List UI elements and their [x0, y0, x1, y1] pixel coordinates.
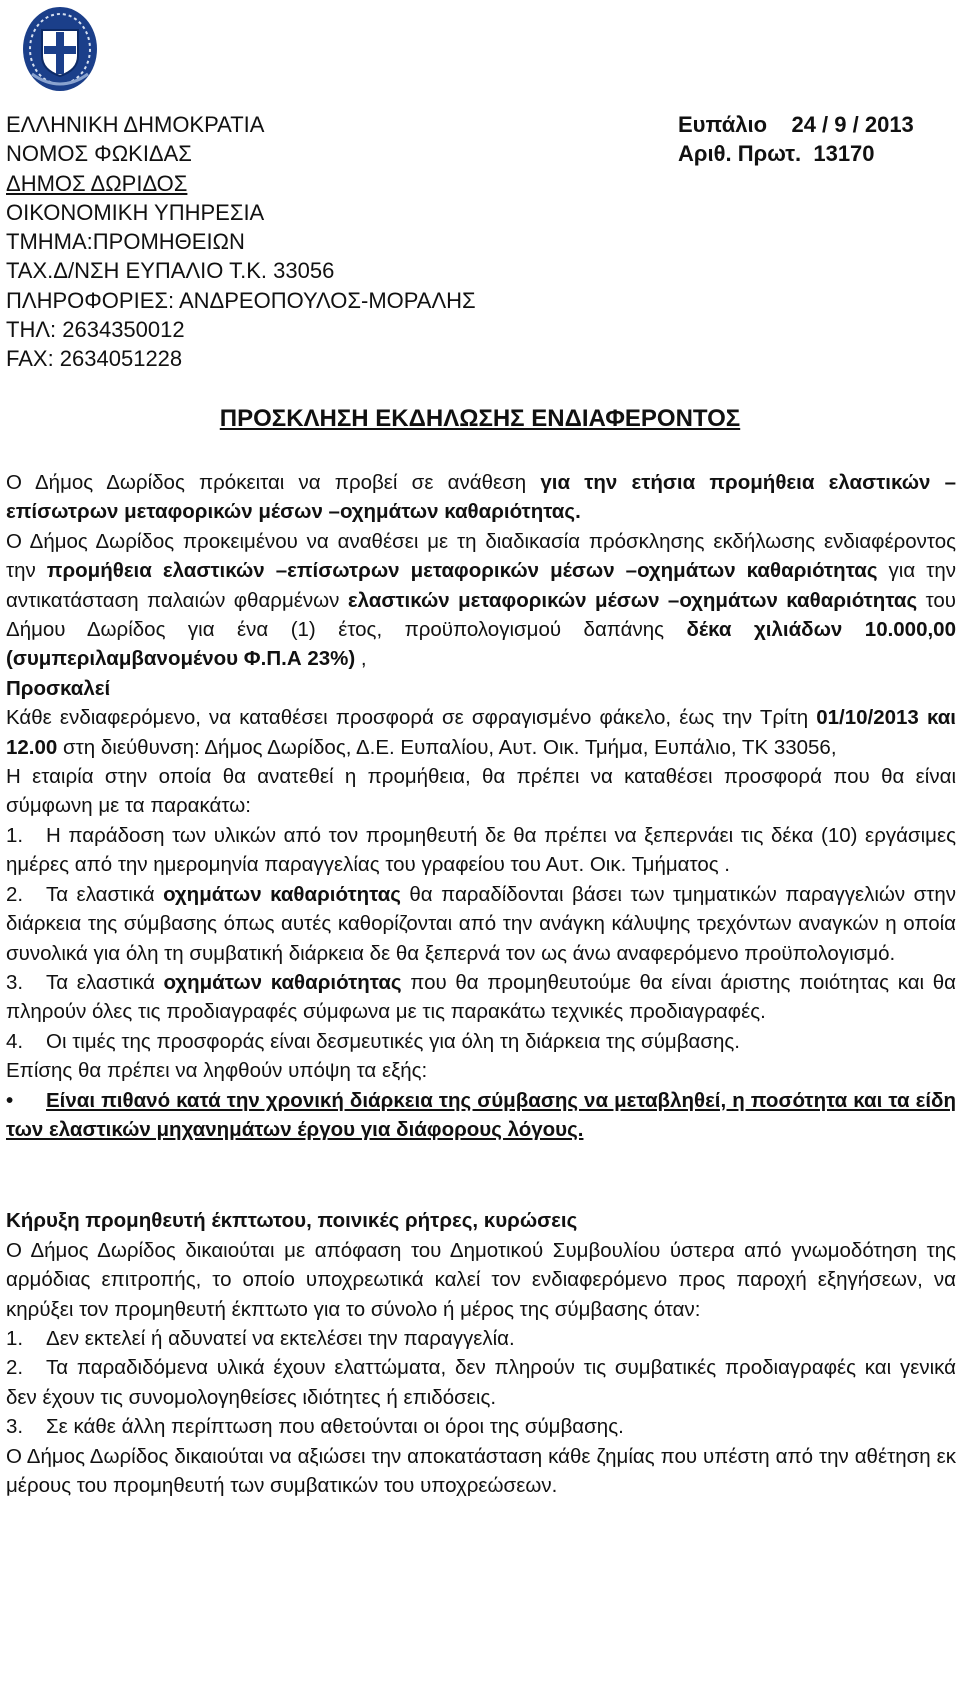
- bullet-icon: •: [6, 1088, 14, 1112]
- term-item: 2. Τα ελαστικά οχημάτων καθαριότητας θα παραδίδονται βάσει των τμηματικών παραγγελιών στην διάρκεια της σύμβασης όπως αυτές καθορίζονται από την ανάγκη κάλυψης τρεχόντων αναγκών η οποία συνολικά για όλη τη συμβατική διάρκεια δε θα ξεπερνά τον ως άνω αναφερόμενο προϋπολογισμό.: [6, 882, 956, 965]
- header-line-8: ΤΗΛ: 2634350012: [6, 317, 185, 343]
- bullet-item: • Είναι πιθανό κατά την χρονική διάρκεια της σύμβασης να μεταβληθεί, η ποσότητα και τα είδη των ελαστικών μηχανημάτων έργου για διάφορους λόγους.: [6, 1086, 956, 1145]
- header-line-3: ΔΗΜΟΣ ΔΩΡΙΔΟΣ: [6, 170, 188, 196]
- document-title: ΠΡΟΣΚΛΗΣΗ ΕΚΔΗΛΩΣΗΣ ΕΝΔΙΑΦΕΡΟΝΤΟΣ: [219, 405, 741, 432]
- sender-info-block: [6, 110, 476, 374]
- term-item: 1. Η παράδοση των υλικών από τον προμηθευτή δε θα πρέπει να ξεπερνάει τις δέκα (10) εργάσιμες ημέρες από την ημερομηνία παραγγελίας του γραφείου του Αυτ. Οικ. Τμήματος .: [6, 823, 956, 877]
- section-item: 3. Σε κάθε άλλη περίπτωση που αθετούνται οι όροι της σύμβασης.: [6, 1415, 624, 1439]
- intro-paragraph-4: Η εταιρία στην οποία θα ανατεθεί η προμήθεια, θα πρέπει να καταθέσει προσφορά που θα είναι σύμφωνη με τα παρακάτω:: [6, 765, 956, 818]
- header-line-5: ΤΜΗΜΑ:ΠΡΟΜΗΘΕΙΩΝ: [6, 229, 245, 255]
- section-item: 1. Δεν εκτελεί ή αδυνατεί να εκτελέσει την παραγγελία.: [6, 1326, 515, 1350]
- intro-paragraph-2: Ο Δήμος Δωρίδος προκειμένου να αναθέσει με τη διαδικασία πρόσκλησης εκδήλωσης ενδιαφέροντος την προμήθεια ελαστικών –επίσωτρων μεταφορικών μέσων –οχημάτων καθαριότητας για την αντικατάσταση παλαιών φθαρμένων ελαστικών μεταφορικών μέσων –οχημάτων καθαριότητας του Δήμου Δωρίδος για ένα (1) έτος, προϋπολογισμού δαπάνης δέκα χιλιάδων 10.000,00 (συμπεριλαμβανομένου Φ.Π.Α 23%) ,: [6, 529, 956, 671]
- header-line-7: ΠΛΗΡΟΦΟΡΙΕΣ: ΑΝΔΡΕΟΠΟΥΛΟΣ-ΜΟΡΑΛΗΣ: [6, 287, 476, 313]
- greek-emblem-icon: [20, 4, 100, 94]
- header-line-2: ΝΟΜΟΣ ΦΩΚΙΔΑΣ: [6, 141, 192, 167]
- note-intro: Επίσης θα πρέπει να ληφθούν υπόψη τα εξής:: [6, 1059, 428, 1083]
- section-item: 2. Τα παραδιδόμενα υλικά έχουν ελαττώματα, δεν πληρούν τις συμβατικές προδιαγραφές και γενικά δεν έχουν τις συνομολογηθείσες ιδιότητες ή επιδόσεις.: [6, 1356, 956, 1409]
- intro-paragraph-1: Ο Δήμος Δωρίδος πρόκειται να προβεί σε ανάθεση για την ετήσια προμήθεια ελαστικών –επίσωτρων μεταφορικών μέσων –οχημάτων καθαριότητας.: [6, 471, 956, 524]
- section-paragraph-2: Ο Δήμος Δωρίδος δικαιούται να αξιώσει την αποκατάσταση κάθε ζημίας που υπέστη από την αθέτηση εκ μέρους του προμηθευτή των συμβατικών του υποχρεώσεων.: [6, 1444, 956, 1497]
- date-line: Ευπάλιο 24 / 9 / 2013: [678, 112, 914, 137]
- intro-paragraph-3: Κάθε ενδιαφερόμενο, να καταθέσει προσφορά σε σφραγισμένο φάκελο, έως την Τρίτη 01/10/2013 και 12.00 στη διεύθυνση: Δήμος Δωρίδος, Δ.Ε. Ευπαλίου, Αυτ. Οικ. Τμήμα, Ευπάλιο, ΤΚ 33056,: [6, 706, 956, 759]
- header-line-4: ΟΙΚΟΝΟΜΙΚΗ ΥΠΗΡΕΣΙΑ: [6, 199, 265, 225]
- header-line-9: FAX: 2634051228: [6, 346, 183, 372]
- date-protocol-block: [678, 110, 914, 169]
- header-line-6: ΤΑΧ.Δ/ΝΣΗ ΕΥΠΑΛΙΟ Τ.Κ. 33056: [6, 258, 335, 284]
- header-line-1: ΕΛΛΗΝΙΚΗ ΔΗΜΟΚΡΑΤΙΑ: [6, 112, 265, 137]
- document-body: [6, 468, 956, 1500]
- term-item: 4. Οι τιμές της προσφοράς είναι δεσμευτικές για όλη τη διάρκεια της σύμβασης.: [6, 1029, 741, 1053]
- term-item: 3. Τα ελαστικά οχημάτων καθαριότητας που θα προμηθευτούμε θα είναι άριστης ποιότητας και θα πληρούν όλες τις προδιαγραφές σύμφωνα με τις παρακάτω τεχνικές προδιαγραφές.: [6, 970, 956, 1024]
- protocol-number: Αριθ. Πρωτ. 13170: [678, 141, 875, 167]
- section-paragraph-1: Ο Δήμος Δωρίδος δικαιούται με απόφαση του Δημοτικού Συμβουλίου ύστερα από γνωμοδότηση της αρμόδιας επιτροπής, το οποίο υποχρεωτικά καλεί τον ενδιαφερόμενο προς παροχή εξηγήσεων, να κηρύξει τον προμηθευτή έκπτωτο για το σύνολο ή μέρος της σύμβασης όταν:: [6, 1238, 956, 1321]
- invites-label: Προσκαλεί: [6, 676, 111, 700]
- section-heading: Κήρυξη προμηθευτή έκπτωτου, ποινικές ρήτρες, κυρώσεις: [6, 1209, 578, 1233]
